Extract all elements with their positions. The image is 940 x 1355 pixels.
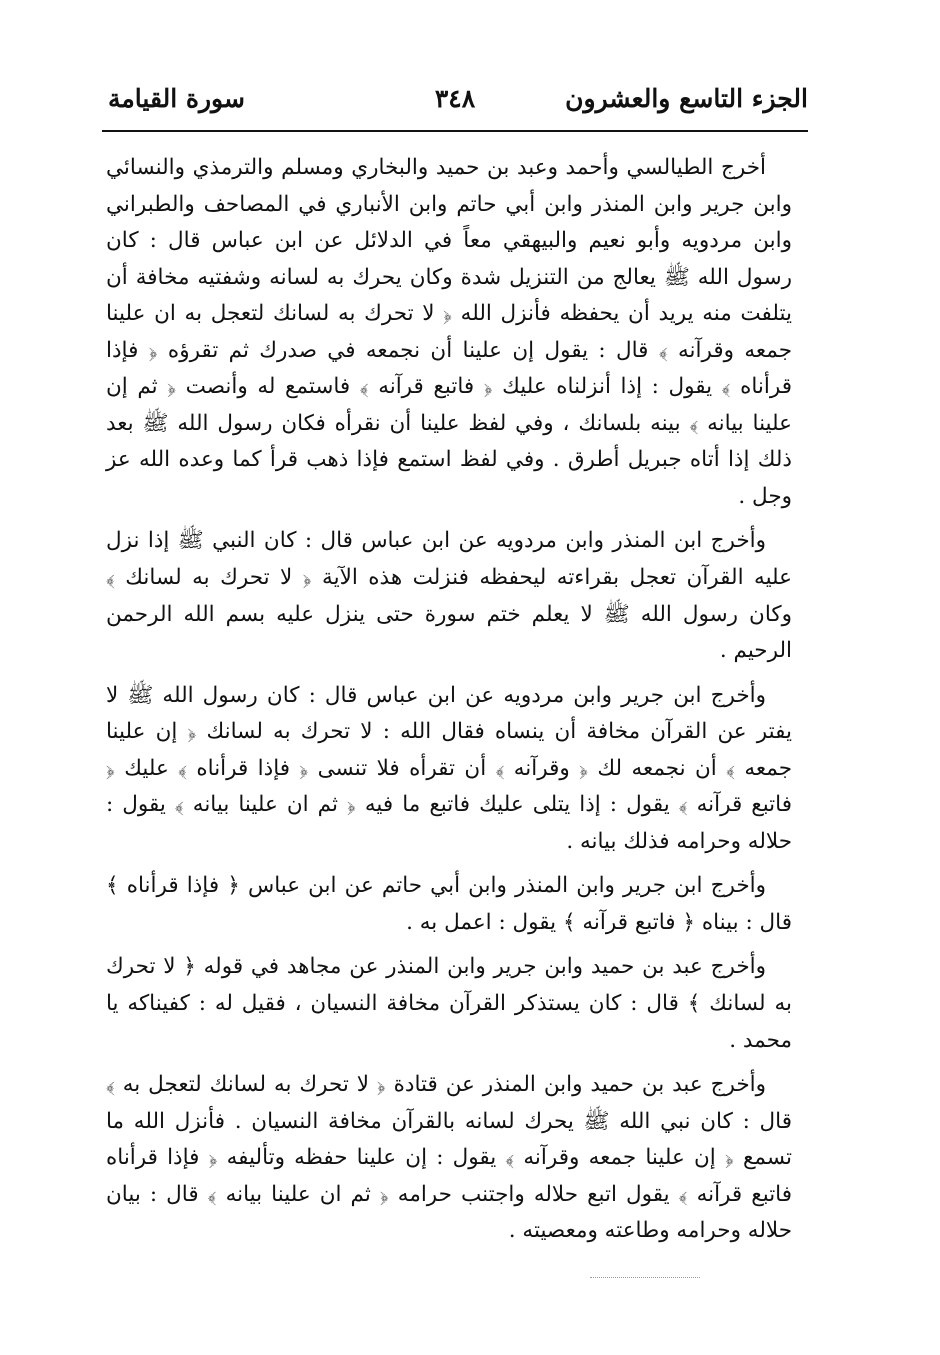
running-head-surah: سورة القيامة <box>108 84 245 113</box>
page-number: ٣٤٨ <box>434 84 476 113</box>
paragraph-2: وأخرج ابن المنذر وابن مردويه عن ابن عباس قال : كان النبي ﷺ إذا نزل عليه القرآن تعجل بقراءته ليحفظه فنزلت هذه الآية ﴿ لا تحرك به لسانك ﴾ وكان رسول الله ﷺ لا يعلم ختم سورة حتى ينزل عليه بسم الله الرحمن الرحيم . <box>106 528 792 664</box>
scan-artifact-dots <box>590 1277 700 1284</box>
running-head-part: الجزء التاسع والعشرون <box>565 84 808 113</box>
paragraph-6: وأخرج عبد بن حميد وابن المنذر عن قتادة ﴿ لا تحرك به لسانك لتعجل به ﴾ قال : كان نبي الله ﷺ يحرك لسانه بالقرآن مخافة النسيان . فأنزل الله ما تسمع ﴿ إن علينا جمعه وقرآنه ﴾ يقول : إن علينا حفظه وتأليفه ﴿ فإذا قرأناه فاتبع قرآنه ﴾ يقول اتبع حلاله واجتنب حرامه ﴿ ثم ان علينا بيانه ﴾ قال : بيان حلاله وحرامه وطاعته ومعصيته . <box>106 1072 792 1244</box>
page-header <box>102 84 808 124</box>
paragraph-1: أخرج الطيالسي وأحمد وعبد بن حميد والبخاري ومسلم والترمذي والنسائي وابن جرير وابن المنذر وابن أبي حاتم وابن الأنباري في المصاحف والطبراني وابن مردويه وأبو نعيم والبيهقي معاً في الدلائل عن ابن عباس قال : كان رسول الله ﷺ يعالج من التنزيل شدة وكان يحرك به لسانه وشفتيه مخافة أن يتلفت منه يريد أن يحفظه فأنزل الله ﴿ لا تحرك به لسانك لتعجل به ان علينا جمعه وقرآنه ﴾ قال : يقول إن علينا أن نجمعه في صدرك ثم تقرؤه ﴿ فإذا قرأناه ﴾ يقول : إذا أنزلناه عليك ﴿ فاتبع قرآنه ﴾ فاستمع له وأنصت ﴿ ثم إن علينا بيانه ﴾ بينه بلسانك ، وفي لفظ علينا أن نقرأه فكان رسول الله ﷺ بعد ذلك إذا أتاه جبريل أطرق . وفي لفظ استمع فإذا ذهب قرأ كما وعده الله عز وجل . <box>106 155 792 509</box>
page-body <box>106 150 792 1250</box>
paragraph-5: وأخرج عبد بن حميد وابن جرير وابن المنذر عن مجاهد في قوله ﴿ لا تحرك به لسانك ﴾ قال : كان يستذكر القرآن مخافة النسيان ، فقيل له : كفيناكه يا محمد . <box>106 954 792 1053</box>
paragraph-3: وأخرج ابن جرير وابن مردويه عن ابن عباس قال : كان رسول الله ﷺ لا يفتر عن القرآن مخافة أن ينساه فقال الله : لا تحرك به لسانك ﴿ إن علينا جمعه ﴾ أن نجمعه لك ﴿ وقرآنه ﴾ أن تقرأه فلا تنسى ﴿ فإذا قرأناه ﴾ عليك ﴿ فاتبع قرآنه ﴾ يقول : إذا يتلى عليك فاتبع ما فيه ﴿ ثم ان علينا بيانه ﴾ يقول : حلاله وحرامه فذلك بيانه . <box>106 682 792 854</box>
paragraph-4: وأخرج ابن جرير وابن المنذر وابن أبي حاتم عن ابن عباس ﴿ فإذا قرأناه ﴾ قال : بيناه ﴿ فاتبع قرآنه ﴾ يقول : اعمل به . <box>106 873 792 935</box>
header-rule <box>102 130 808 132</box>
